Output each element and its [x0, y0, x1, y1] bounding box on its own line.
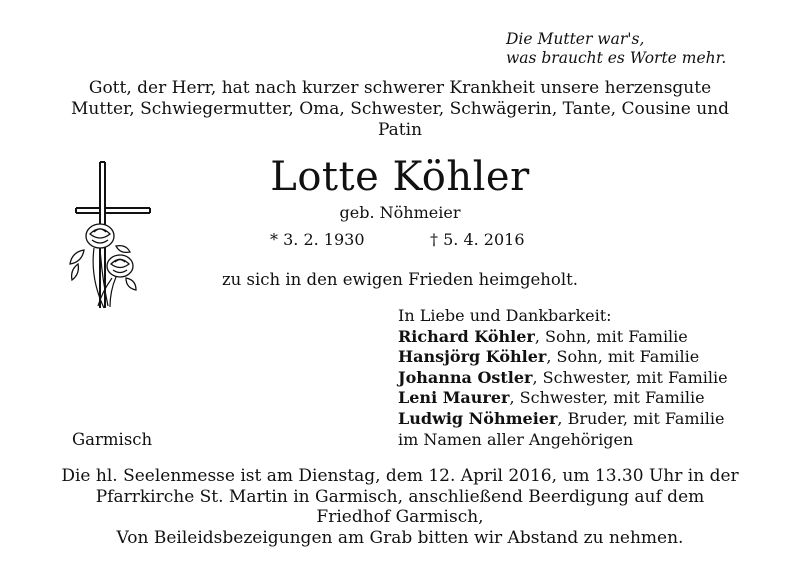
- mourner-name: Johanna Ostler: [398, 367, 533, 387]
- death-date: † 5. 4. 2016: [430, 230, 525, 249]
- list-item: [398, 347, 778, 368]
- mourner-name: Richard Köhler: [398, 326, 535, 346]
- mourner-relation: , Sohn, mit Familie: [534, 326, 688, 346]
- deceased-name: Lotte Köhler: [270, 154, 530, 200]
- mourners-block: [398, 306, 778, 450]
- motto-line-1: Die Mutter war's,: [506, 30, 645, 48]
- mourners-heading: In Liebe und Dankbarkeit:: [398, 306, 612, 325]
- mourner-relation: , Bruder, mit Familie: [557, 408, 725, 428]
- intro-line-2: Mutter, Schwiegermutter, Oma, Schwester, Schwägerin, Tante, Cousine und: [70, 99, 730, 119]
- mourner-relation: , Schwester, mit Familie: [509, 388, 705, 408]
- motto-quote: [506, 30, 766, 68]
- service-line-2: Pfarrkirche St. Martin in Garmisch, anschließend Beerdigung auf dem: [95, 486, 705, 507]
- motto-line-2: was braucht es Worte mehr.: [506, 49, 727, 67]
- list-item: [398, 388, 778, 409]
- cross-with-roses-icon: [64, 160, 154, 320]
- mourner-name: Ludwig Nöhmeier: [398, 408, 558, 428]
- birth-date: * 3. 2. 1930: [270, 230, 365, 249]
- list-item: [398, 327, 778, 348]
- list-item: [398, 368, 778, 389]
- service-line-1: Die hl. Seelenmesse ist am Dienstag, dem 12. April 2016, um 13.30 Uhr in der: [61, 466, 739, 486]
- mourner-name: Hansjörg Köhler: [398, 347, 547, 367]
- place-name: Garmisch: [72, 430, 153, 449]
- intro-line-1: Gott, der Herr, hat nach kurzer schwerer Krankheit unsere herzensgute: [88, 78, 712, 98]
- mourners-footer: im Namen aller Angehörigen: [398, 429, 634, 449]
- mourner-relation: , Schwester, mit Familie: [532, 367, 728, 387]
- intro-line-3: Patin: [377, 120, 423, 140]
- service-info: [20, 466, 780, 548]
- peace-text: zu sich in den ewigen Frieden heimgeholt.: [221, 270, 579, 289]
- mourner-relation: , Sohn, mit Familie: [546, 347, 700, 367]
- service-line-3: Friedhof Garmisch,: [316, 507, 484, 528]
- list-item: [398, 409, 778, 430]
- mourner-name: Leni Maurer: [398, 388, 510, 408]
- maiden-name: geb. Nöhmeier: [339, 203, 461, 222]
- service-line-4: Von Beileidsbezeigungen am Grab bitten wir Abstand zu nehmen.: [116, 527, 684, 548]
- intro-text: [30, 78, 770, 141]
